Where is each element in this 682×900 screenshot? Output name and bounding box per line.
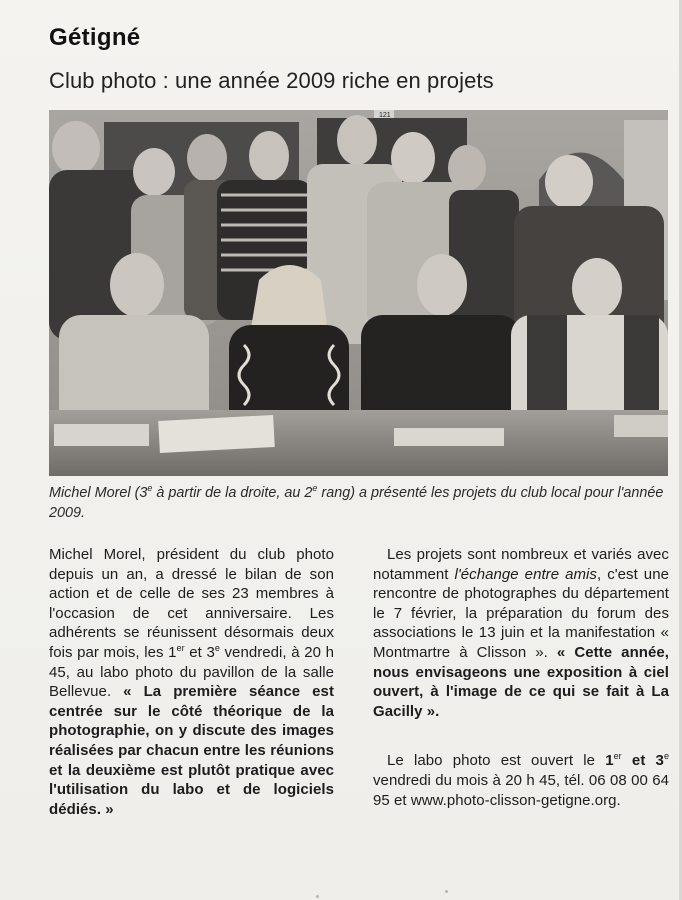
town-heading: Gétigné — [49, 24, 141, 51]
article-column-right — [373, 545, 669, 810]
wall-sign-text: 121 — [379, 112, 391, 119]
quote-bold: « La première séance est centrée sur le côté théorique de la photographie, on y discute des images réalisées par chacun entre les réunions et la deuxième est plutôt pratique avec l'utilisation du labo et de logiciels dédiés. » — [49, 683, 334, 818]
article-headline: Club photo : une année 2009 riche en projets — [49, 68, 494, 93]
quote-bold: « Cette année, nous envisageons une exposition à ciel ouvert, à l'image de ce qui se fait à La Gacilly ». — [373, 643, 669, 720]
group-photo — [49, 110, 668, 476]
print-speck — [316, 895, 319, 898]
paragraph: Michel Morel, président du club photo depuis un an, a dressé le bilan de son action et de celle de ses 23 membres à l'occasion de cet anniversaire. Les adhérents se réunissent désormais deux fois par mois, les 1er et 3e vendredi, à 20 h 45, au labo photo du pavillon de la salle Bellevue. « La première séance est centrée sur le côté théorique de la photographie, on y discute des images réalisées par chacun entre les réunions et la deuxième est plutôt pratique avec l'utilisation du labo et de logiciels dédiés. » — [49, 546, 334, 818]
print-speck — [445, 890, 448, 893]
italic-phrase: l'échange entre amis — [454, 565, 597, 583]
article-column-left — [49, 545, 334, 819]
photo-caption: Michel Morel (3e à partir de la droite, au 2e rang) a présenté les projets du club local pour l'année 2009. — [49, 483, 664, 521]
paragraph: Les projets sont nombreux et variés avec notamment l'échange entre amis, c'est une rencontre de photographes du département le 7 février, la préparation du forum des associations le 13 juin et la manifestation « Montmartre à Clisson ». « Cette année, nous envisageons une exposition à ciel ouvert, à l'image de ce qui se fait à La Gacilly ». — [373, 546, 669, 720]
paragraph: Le labo photo est ouvert le 1er et 3e vendredi du mois à 20 h 45, tél. 06 08 00 64 95 et www.photo-clisson-getigne.org. — [373, 751, 670, 809]
